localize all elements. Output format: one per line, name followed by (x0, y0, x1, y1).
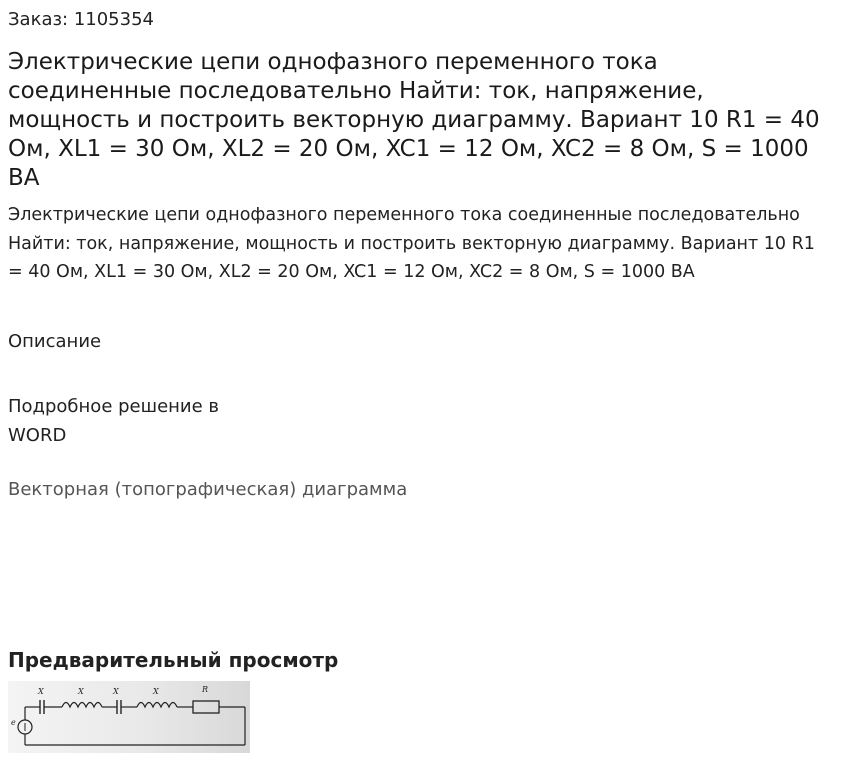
product-description: Электрические цепи однофазного переменного тока соединенные последовательно Найти: ток, напряжение, мощность и построить векторную диаграмму. Вариант 10 R1 = 40 Ом, XL1 = 30 Ом, XL2 = 20 Ом, XC1 = 12 Ом, XC2 = 8 Ом, S = 1000 ВА (8, 205, 815, 282)
label-r1: R (202, 685, 209, 694)
label-xc1: X (38, 687, 44, 696)
circuit-preview-image[interactable] (8, 681, 250, 753)
label-xc2: X (113, 687, 119, 696)
order-number: Заказ: 1105354 (8, 9, 154, 30)
label-source: e (11, 718, 16, 727)
circuit-diagram (8, 681, 250, 753)
resistor-r1-icon (193, 701, 219, 713)
inductor-l2-icon (137, 703, 177, 708)
description-section-label: Описание (8, 331, 102, 352)
solution-format-note: Подробное решение в WORD (8, 396, 220, 446)
vector-diagram-note: Векторная (топографическая) диаграмма (8, 479, 408, 500)
preview-heading: Предварительный просмотр (8, 648, 339, 672)
label-xl2: X (153, 687, 159, 696)
inductor-l1-icon (62, 703, 102, 708)
page-title: Электрические цепи однофазного переменного тока соединенные последовательно Найти: ток, напряжение, мощность и построить векторную диаграмму. Вариант 10 R1 = 40 Ом, XL1 = 30 Ом, XL2 = 20 Ом, XC1 = 12 Ом, XC2 = 8 Ом, S = 1000 ВА (8, 49, 820, 191)
label-xl1: X (78, 687, 84, 696)
